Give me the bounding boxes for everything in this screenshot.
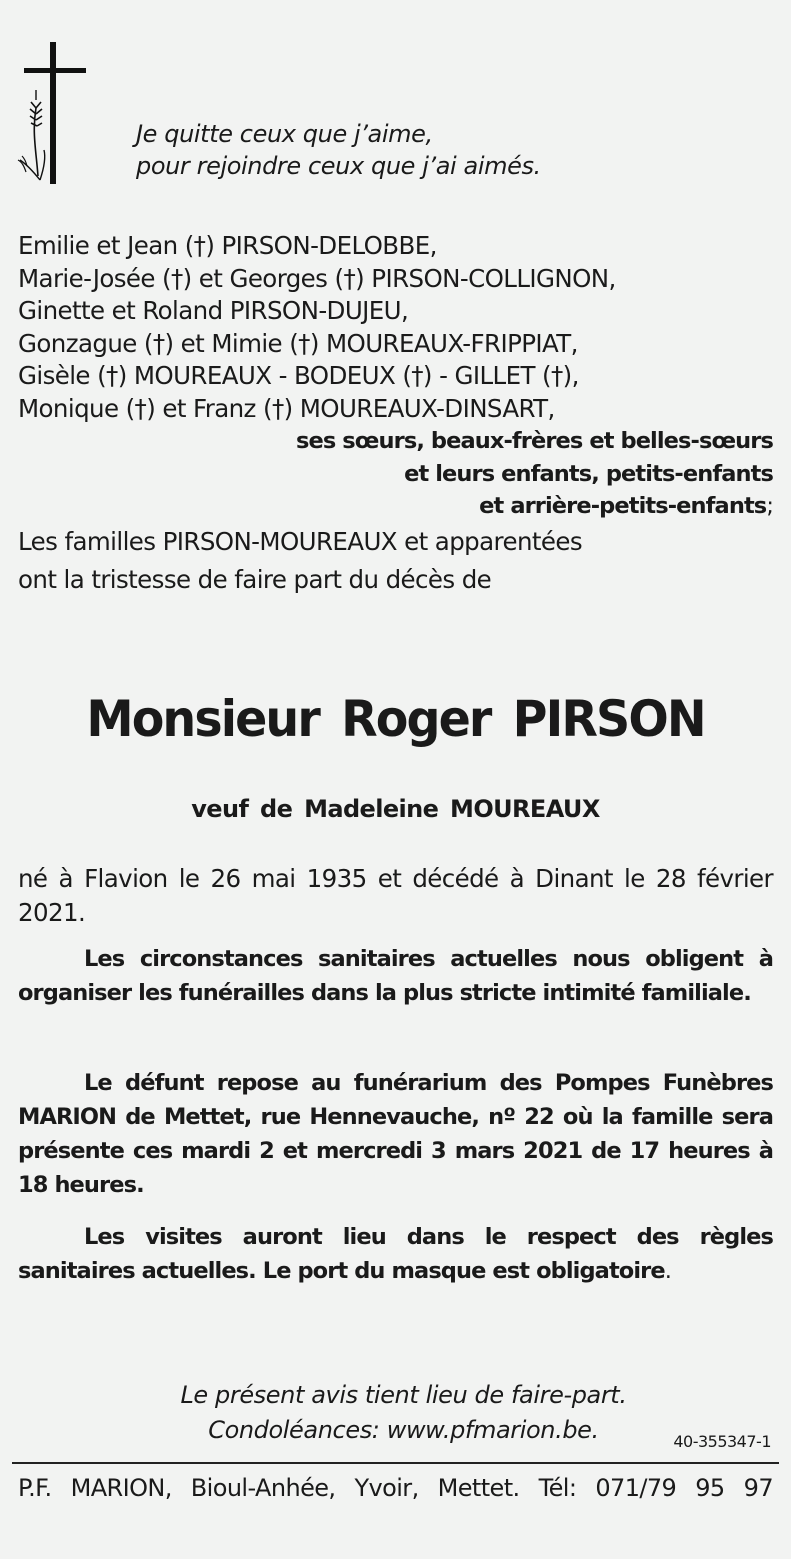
announce-line: Les familles PIRSON-MOUREAUX et apparentées [18,526,582,556]
relation-line: et leurs enfants, petits-enfants [404,460,773,487]
reference-number: 40-355347-1 [673,1432,771,1451]
family-line: Monique (†) et Franz (†) MOUREAUX-DINSART, [18,393,555,423]
visits-period: . [664,1258,671,1284]
relation-line [18,490,773,523]
cross-with-wheat-icon [14,40,94,188]
funerarium-paragraph: Le défunt repose au funérarium des Pompes Funèbres MARION de Mettet, rue Hennevauche, nº 22 où la famille sera présente ces mardi 2 et mercredi 3 mars 2021 de 17 heures à 18 heures. [18,1070,773,1198]
epitaph-quote [136,118,541,182]
birth-death-text: né à Flavion le 26 mai 1935 et décédé à Dinant le 28 février 2021. [18,864,773,927]
visits-paragraph [18,1220,773,1288]
condolences-line: Condoléances: www.pfmarion.be. [208,1416,599,1444]
announce-line: ont la tristesse de faire part du décès de [18,564,492,594]
widow-of-line: veuf de Madeleine MOUREAUX [191,795,600,823]
family-line: Gisèle (†) MOUREAUX - BODEUX (†) - GILLET (†), [18,361,579,390]
relation-line: ses sœurs, beaux-frères et belles-sœurs [296,428,773,454]
family-list [18,230,773,599]
family-line: Ginette et Roland PIRSON-DUJEU, [18,296,409,325]
family-line: Marie-Josée (†) et Georges (†) PIRSON-COLLIGNON, [18,263,616,293]
visits-text: Les visites auront lieu dans le respect des règles sanitaires actuelles. Le port du masque est obligatoire [18,1224,773,1284]
family-line: Gonzague (†) et Mimie (†) MOUREAUX-FRIPPIAT, [18,328,578,358]
quote-line: Je quitte ceux que j’aime, [136,120,433,148]
deceased-name: Monsieur Roger PIRSON [86,690,705,748]
funeral-home-footer: P.F. MARION, Bioul-Anhée, Yvoir, Mettet. Tél: 071/79 95 97 [18,1474,773,1502]
family-line: Emilie et Jean (†) PIRSON-DELOBBE, [18,231,437,260]
divider [12,1462,779,1464]
quote-line: pour rejoindre ceux que j’ai aimés. [136,152,541,180]
relation-punctuation: ; [766,493,773,519]
sanitary-paragraph: Les circonstances sanitaires actuelles nous obligent à organiser les funérailles dans la plus stricte intimité familiale. [18,946,773,1006]
closing-line: Le présent avis tient lieu de faire-part. [180,1381,627,1409]
relation-text: et arrière-petits-enfants [479,493,767,519]
